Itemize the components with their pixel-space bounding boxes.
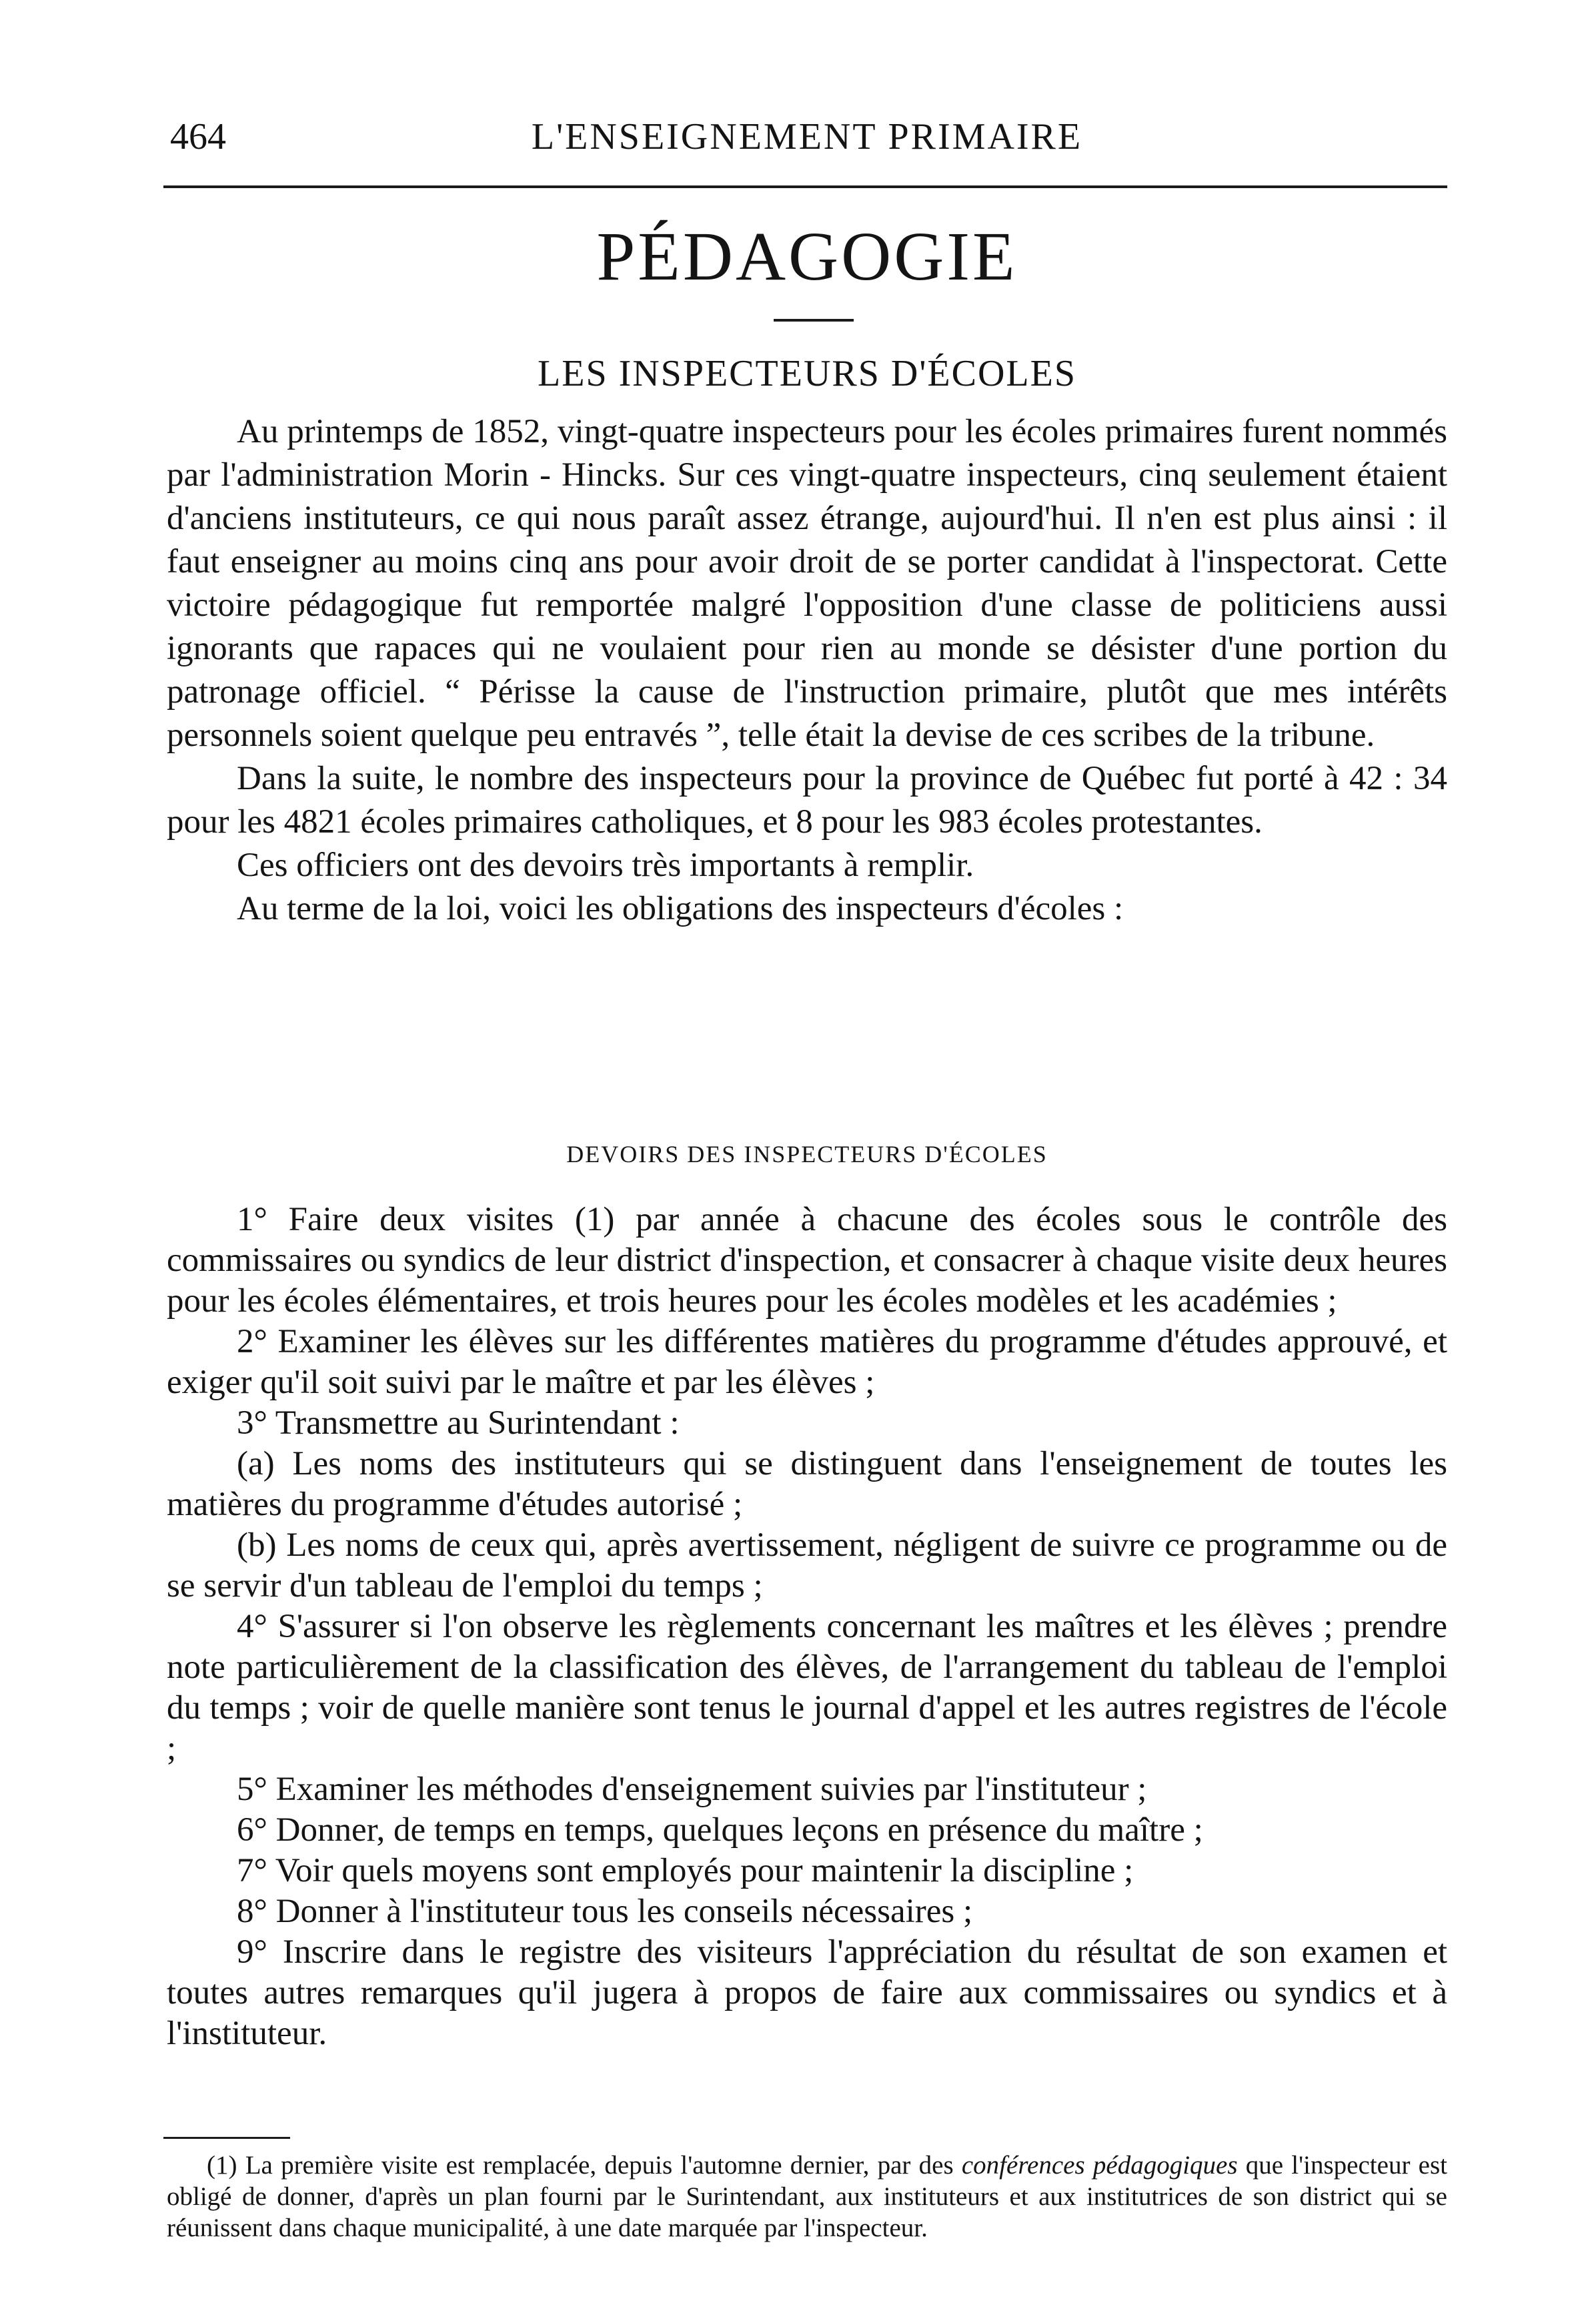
footnote-before: (1) La première visite est remplacée, depuis l'automne dernier, par des (207, 2151, 962, 2180)
duty-item: 7° Voir quels moyens sont employés pour maintenir la discipline ; (237, 1852, 1134, 1889)
duty-item: 6° Donner, de temps en temps, quelques leçons en présence du maître ; (237, 1811, 1203, 1849)
duty-item: 4° S'assurer si l'on observe les règlements concernant les maîtres et les élèves ; prendre note particulièrement de la classification des élèves, de l'arrangement du tableau de l'emploi du temps ; voir de quelle manière sont tenus le journal d'appel et les autres registres de l'école ; (167, 1608, 1447, 1767)
duties-list (167, 1200, 1447, 2054)
duty-subitem: (a) Les noms des instituteurs qui se distinguent dans l'enseignement de toutes les matières du programme d'études autorisé ; (167, 1445, 1447, 1523)
footnote-text (167, 2150, 1447, 2244)
article-subtitle: LES INSPECTEURS D'ÉCOLES (538, 353, 1076, 394)
section-heading: DEVOIRS DES INSPECTEURS D'ÉCOLES (566, 1141, 1048, 1168)
paragraph: Dans la suite, le nombre des inspecteurs pour la province de Québec fut porté à 42 : 34 pour les 4821 écoles primaires catholiques, et 8 pour les 983 écoles protestantes. (167, 760, 1447, 841)
title-rule (774, 319, 854, 322)
duty-item: 9° Inscrire dans le registre des visiteurs l'appréciation du résultat de son examen et toutes autres remarques qu'il jugera à propos de faire aux commissaires ou syndics et à l'instituteur. (167, 1933, 1447, 2052)
duty-item: 8° Donner à l'instituteur tous les conseils nécessaires ; (237, 1893, 973, 1930)
page-title: PÉDAGOGIE (596, 218, 1018, 295)
duty-subitem: (b) Les noms de ceux qui, après avertissement, négligent de suivre ce programme ou de se servir d'un tableau de l'emploi du temps ; (167, 1526, 1447, 1604)
paragraph: Au terme de la loi, voici les obligations des inspecteurs d'écoles : (237, 890, 1124, 927)
page-number: 464 (170, 116, 226, 157)
duty-item: 5° Examiner les méthodes d'enseignement suivies par l'instituteur ; (237, 1771, 1147, 1808)
paragraph: Au printemps de 1852, vingt-quatre inspecteurs pour les écoles primaires furent nommés par l'administration Morin - Hincks. Sur ces vingt-quatre inspecteurs, cinq seulement étaient d'anciens instituteurs, ce qui nous paraît assez étrange, aujourd'hui. Il n'en est plus ainsi : il faut enseigner au moins cinq ans pour avoir droit de se porter candidat à l'inspectorat. Cette victoire pédagogique fut remportée malgré l'opposition d'une classe de politiciens aussi ignorants que rapaces qui ne voulaient pour rien au monde se désister d'une portion du patronage officiel. “ Périsse la cause de l'instruction primaire, plutôt que mes intérêts personnels soient quelque peu entravés ”, telle était la devise de ces scribes de la tribune. (167, 413, 1447, 754)
footnote (167, 2150, 1447, 2244)
running-head (170, 110, 1444, 163)
article-body (167, 410, 1447, 931)
footnote-rule (163, 2137, 290, 2139)
duty-item: 1° Faire deux visites (1) par année à chacune des écoles sous le contrôle des commissaires ou syndics de leur district d'inspection, et consacrer à chaque visite deux heures pour les écoles élémentaires, et trois heures pour les écoles modèles et les académies ; (167, 1201, 1447, 1320)
paragraph: Ces officiers ont des devoirs très importants à remplir. (237, 847, 974, 884)
duty-item: 2° Examiner les élèves sur les différentes matières du programme d'études approuvé, et exiger qu'il soit suivi par le maître et par les élèves ; (167, 1323, 1447, 1401)
header-rule (163, 185, 1447, 188)
footnote-emphasis: conférences pédagogiques (961, 2151, 1238, 2180)
running-title: L'ENSEIGNEMENT PRIMAIRE (531, 116, 1083, 157)
footnote-after: que l'inspecteur est obligé de donner, d'après un plan fourni par le Surintendant, aux instituteurs et aux institutrices de son district qui se réunissent dans chaque municipalité, à une date marquée par l'inspecteur. (167, 2151, 1447, 2242)
duty-item: 3° Transmettre au Surintendant : (237, 1404, 680, 1442)
